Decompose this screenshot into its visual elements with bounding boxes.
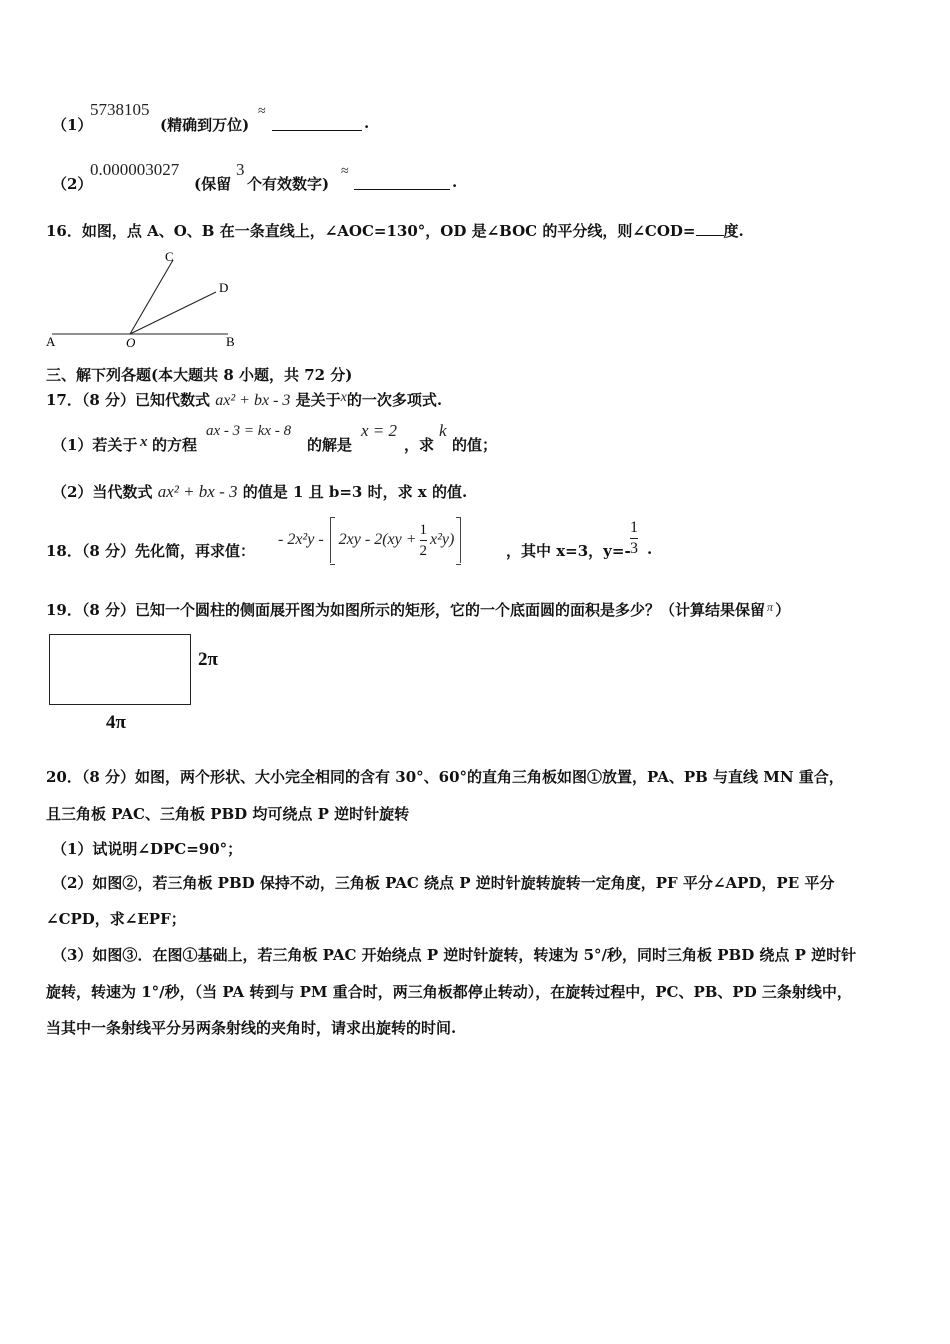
- q15-sub2-text-b: 个有效数字): [247, 175, 330, 193]
- q15-sub1-text: (精确到万位): [160, 116, 250, 134]
- q18-end: .: [647, 540, 653, 558]
- q18-tail: ，其中 x=3，y=-: [506, 542, 631, 560]
- q16-angle-figure: [40, 246, 250, 352]
- q20-part2-line1: （2）如图②，若三角板 PBD 保持不动，三角板 PAC 绕点 P 逆时针旋转旋转一定角度，PF 平分∠APD，PE 平分: [52, 874, 835, 892]
- q15-sub2-approx: ≈: [341, 164, 349, 179]
- q15-sub2-number: 0.000003027: [90, 160, 180, 179]
- q15-sub2-digits: 3: [236, 160, 245, 179]
- q17-part1-c: 的解是: [307, 436, 353, 454]
- q16-question: [46, 220, 744, 241]
- q17-part2: [52, 481, 467, 502]
- q18-bracket-group: [330, 517, 462, 563]
- q17-part1-d: ，求: [404, 436, 435, 454]
- ray-od: [130, 292, 216, 334]
- q18-y-den: 3: [630, 540, 638, 557]
- label-d: D: [219, 280, 229, 295]
- q20-part1: （1）试说明∠DPC=90°；: [52, 840, 243, 858]
- section-3-title: 三、解下列各题(本大题共 8 小题，共 72 分): [46, 366, 353, 384]
- q17-part2-a: （2）当代数式: [52, 483, 153, 501]
- q18-expr-c: x²y): [430, 531, 455, 548]
- q17-part1-a: （1）若关于: [52, 436, 138, 454]
- q17-part1-equation: ax - 3 = kx - 8: [206, 423, 292, 439]
- q15-sub1-number: 5738105: [90, 100, 150, 119]
- q17-part1-var: x: [140, 434, 148, 450]
- q17-stem-a: 17．（8 分）已知代数式: [46, 391, 211, 409]
- q20-part3-line2: 旋转，转速为 1°/秒，（当 PA 转到与 PM 重合时，两三角板都停止转动），在旋转过程中，PC、PB、PD 三条射线中，: [46, 983, 852, 1001]
- q15-sub2-period: .: [452, 173, 458, 191]
- q17-part1-k: k: [439, 421, 447, 440]
- q15-sub2-answer-blank[interactable]: [354, 173, 450, 190]
- q17-part2-b: 的值是 1 且 b=3 时，求 x 的值.: [242, 483, 468, 501]
- q17-part1-b: 的方程: [152, 436, 198, 454]
- label-b: B: [226, 334, 235, 349]
- q18-fraction-half: [420, 520, 428, 561]
- q19-pi: π: [767, 600, 774, 614]
- q15-sub1-answer-blank[interactable]: [272, 114, 362, 131]
- q18-y-fraction: [630, 518, 638, 559]
- q19-rectangle-figure: [49, 634, 191, 705]
- q20-part3-line1: （3）如图③．在图①基础上，若三角板 PAC 开始绕点 P 逆时针旋转，转速为 5°/秒，同时三角板 PBD 绕点 P 逆时针: [52, 946, 857, 964]
- q18-expression: [278, 514, 461, 566]
- q19-stem-text: 19．（8 分）已知一个圆柱的侧面展开图为如图所示的矩形，它的一个底面圆的面积是多少？（计算结果保留: [46, 601, 766, 619]
- q17-part2-expr: ax² + bx - 3: [157, 482, 238, 501]
- q18-y-num: 1: [630, 518, 638, 539]
- q16-text-a: 16．如图，点 A、O、B 在一条直线上，∠AOC=130°，OD 是∠BOC 的平分线，则∠COD=: [46, 222, 696, 240]
- q17-stem: [46, 389, 442, 410]
- q17-part1-solution: x = 2: [361, 421, 398, 440]
- q19-stem: [46, 599, 790, 620]
- q17-part1-e: 的值；: [452, 436, 498, 454]
- q20-line2: 且三角板 PAC、三角板 PBD 均可绕点 P 逆时针旋转: [46, 805, 410, 823]
- q18-fraction-den: 2: [419, 542, 428, 559]
- q15-sub2-label: （2）: [52, 175, 93, 193]
- label-c: C: [165, 249, 174, 264]
- q18-fraction-num: 1: [420, 520, 428, 541]
- q17-stem-expr: ax² + bx - 3: [215, 392, 291, 409]
- q15-sub1-approx: ≈: [258, 104, 266, 119]
- q19-width-label: 4π: [106, 712, 126, 733]
- q20-part2-line2: ∠CPD，求∠EPF；: [46, 910, 186, 928]
- q18-expr-b: 2xy - 2(xy +: [338, 531, 417, 548]
- q16-text-b: 度.: [723, 222, 744, 240]
- q20-line1: 20．（8 分）如图，两个形状、大小完全相同的含有 30°、60°的直角三角板如图①放置，PA、PB 与直线 MN 重合，: [46, 768, 844, 786]
- q17-stem-b: 是关于: [295, 391, 341, 409]
- q15-sub1-period: .: [364, 114, 370, 132]
- label-o: O: [126, 335, 136, 350]
- q17-stem-var: x: [340, 390, 347, 405]
- q20-part3-line3: 当其中一条射线平分另两条射线的夹角时，请求出旋转的时间.: [46, 1019, 457, 1037]
- q19-height-label: 2π: [198, 649, 218, 670]
- q18-expr-a: - 2x²y -: [278, 531, 324, 548]
- label-a: A: [46, 334, 56, 349]
- q16-answer-blank[interactable]: [696, 221, 724, 236]
- q15-sub1-label: （1）: [52, 116, 93, 134]
- q15-sub2-text-a: (保留: [194, 175, 232, 193]
- q18-stem: 18．（8 分）先化简，再求值：: [46, 542, 256, 560]
- q17-stem-c: 的一次多项式.: [346, 391, 443, 409]
- q19-end: ）: [775, 601, 791, 619]
